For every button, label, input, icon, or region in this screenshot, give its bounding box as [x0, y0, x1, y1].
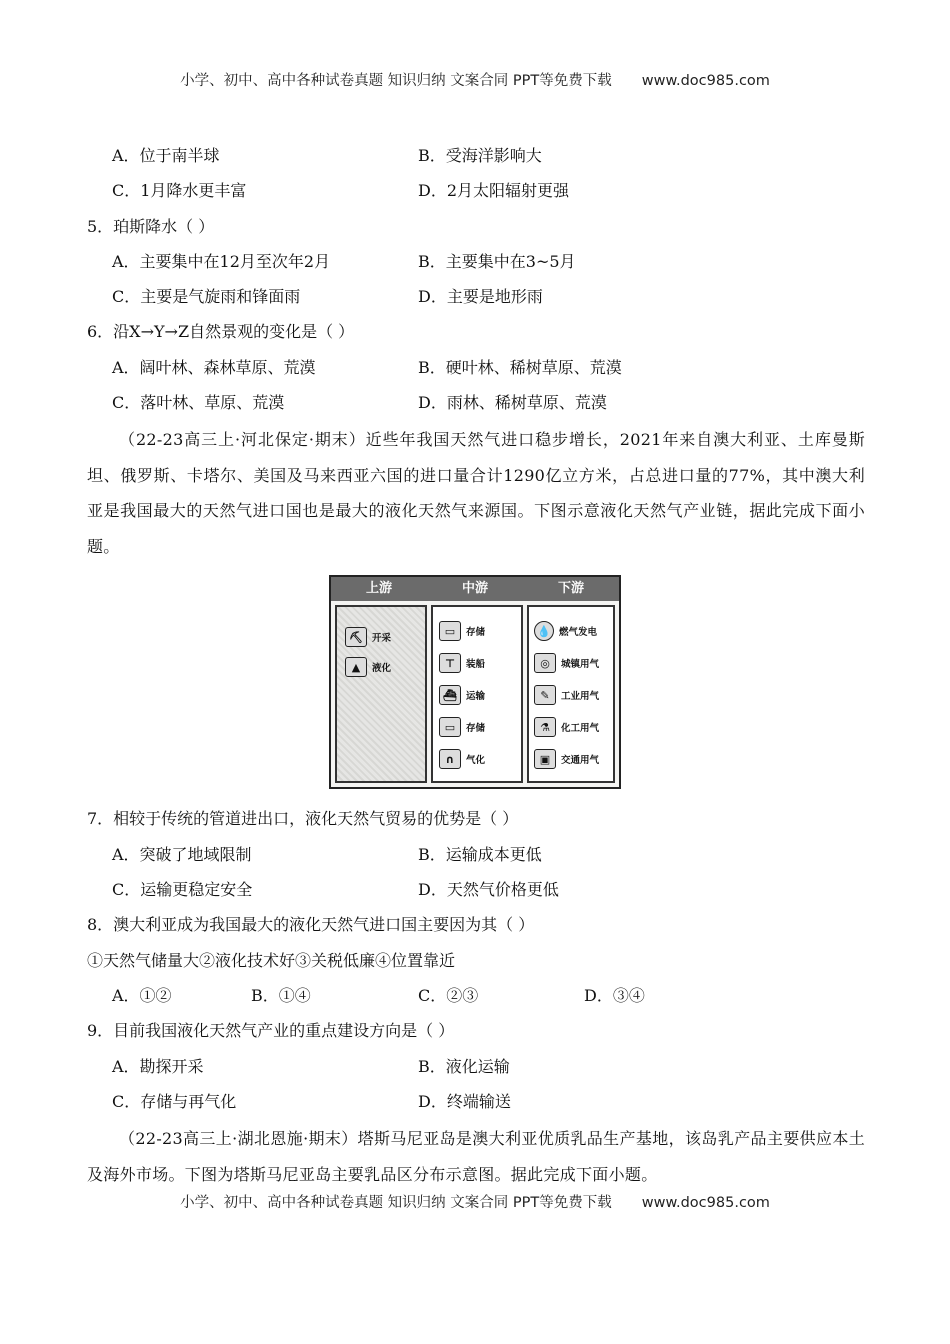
- q8-option-a: A．①②: [112, 986, 172, 1005]
- page-footer: [0, 1191, 950, 1212]
- q5-option-d: D．主要是地形雨: [418, 287, 543, 306]
- passage-lng: （22-23高三上·河北保定·期末）近些年我国天然气进口稳步增长，2021年来自澳大利亚、土库曼斯坦、俄罗斯、卡塔尔、美国及马来西亚六国的进口量合计1290亿立方米，占总进口量的77%，其中澳大利亚是我国最大的天然气进口国也是最大的液化天然气来源国。下图示意液化天然气产业链，据此完成下面小题。: [87, 430, 865, 556]
- midstream-item: ∩ 气化: [439, 749, 485, 769]
- footer-text: 小学、初中、高中各种试卷真题 知识归纳 文案合同 PPT等免费下载: [180, 1195, 612, 1211]
- flask-icon: ⚗: [534, 717, 556, 737]
- q8-option-d: D．③④: [584, 986, 645, 1005]
- q6-option-a: A．阔叶林、森林草原、荒漠: [112, 358, 316, 377]
- q7-option-c: C．运输更稳定安全: [112, 880, 253, 899]
- q8-option-b: B．①④: [251, 986, 311, 1005]
- truck-icon: ▣: [534, 749, 556, 769]
- downstream-item: ⚗ 化工用气: [534, 717, 599, 737]
- header-text: 小学、初中、高中各种试卷真题 知识归纳 文案合同 PPT等免费下载: [180, 73, 612, 89]
- lng-chain-figure: [329, 575, 621, 789]
- q4-option-d: D．2月太阳辐射更强: [418, 181, 570, 200]
- q8-statements: ①天然气储量大②液化技术好③关税低廉④位置靠近: [87, 951, 456, 970]
- downstream-column: [527, 605, 615, 783]
- header-site[interactable]: www.doc985.com: [641, 73, 770, 89]
- wrench-icon: ✎: [534, 685, 556, 705]
- tank-icon: ▭: [439, 621, 461, 641]
- q4-option-a: A．位于南半球: [112, 146, 220, 165]
- midstream-item: ⊤ 装船: [439, 653, 485, 673]
- q8-option-c: C．②③: [418, 986, 479, 1005]
- page-header: [0, 69, 950, 90]
- q4-option-b: B．受海洋影响大: [418, 146, 542, 165]
- q6-option-d: D．雨林、稀树草原、荒漠: [418, 393, 607, 412]
- downstream-item: ✎ 工业用气: [534, 685, 599, 705]
- q6-option-c: C．落叶林、草原、荒漠: [112, 393, 285, 412]
- q5-stem: 5．珀斯降水（ ）: [87, 217, 215, 236]
- midstream-item: ⛴ 运输: [439, 685, 485, 705]
- q7-option-b: B．运输成本更低: [418, 845, 542, 864]
- upstream-column: [335, 605, 427, 783]
- q9-stem: 9．目前我国液化天然气产业的重点建设方向是（ ）: [87, 1021, 455, 1040]
- tank-icon: ▭: [439, 717, 461, 737]
- q5-option-a: A．主要集中在12月至次年2月: [112, 252, 331, 271]
- footer-site[interactable]: www.doc985.com: [641, 1195, 770, 1211]
- q6-stem: 6．沿X→Y→Z自然景观的变化是（ ）: [87, 322, 355, 341]
- upstream-item: ⛏ 开采: [345, 627, 391, 647]
- drop-icon: 💧: [534, 621, 554, 641]
- q9-option-c: C．存储与再气化: [112, 1092, 237, 1111]
- header-downstream: 下游: [557, 581, 584, 596]
- q9-option-d: D．终端输送: [418, 1092, 511, 1111]
- loading-arm-icon: ⊤: [439, 653, 461, 673]
- q7-stem: 7．相较于传统的管道进出口，液化天然气贸易的优势是（ ）: [87, 809, 519, 828]
- q7-option-d: D．天然气价格更低: [418, 880, 559, 899]
- pumpjack-icon: ⛏: [345, 627, 367, 647]
- q6-option-b: B．硬叶林、稀树草原、荒漠: [418, 358, 622, 377]
- midstream-item: ▭ 存储: [439, 621, 485, 641]
- downstream-item: ◎ 城镇用气: [534, 653, 599, 673]
- q7-option-a: A．突破了地域限制: [112, 845, 252, 864]
- header-midstream: 中游: [461, 581, 488, 596]
- q8-stem: 8．澳大利亚成为我国最大的液化天然气进口国主要因为其（ ）: [87, 915, 535, 934]
- burner-icon: ◎: [534, 653, 556, 673]
- q9-option-b: B．液化运输: [418, 1057, 510, 1076]
- q5-option-b: B．主要集中在3~5月: [418, 252, 576, 271]
- q5-option-c: C．主要是气旋雨和锋面雨: [112, 287, 301, 306]
- header-upstream: 上游: [365, 581, 392, 596]
- figure-header: [331, 577, 619, 601]
- midstream-column: [431, 605, 523, 783]
- gasifier-icon: ∩: [439, 749, 461, 769]
- flame-icon: ▲: [345, 657, 367, 677]
- upstream-item: ▲ 液化: [345, 657, 391, 677]
- q9-option-a: A．勘探开采: [112, 1057, 204, 1076]
- ship-icon: ⛴: [439, 685, 461, 705]
- downstream-item: 💧 燃气发电: [534, 621, 597, 641]
- q4-option-c: C．1月降水更丰富: [112, 181, 247, 200]
- midstream-item: ▭ 存储: [439, 717, 485, 737]
- passage-tasmania: （22-23高三上·湖北恩施·期末）塔斯马尼亚岛是澳大利亚优质乳品生产基地，该岛乳产品主要供应本土及海外市场。下图为塔斯马尼亚岛主要乳品区分布示意图。据此完成下面小题。: [87, 1129, 865, 1184]
- downstream-item: ▣ 交通用气: [534, 749, 599, 769]
